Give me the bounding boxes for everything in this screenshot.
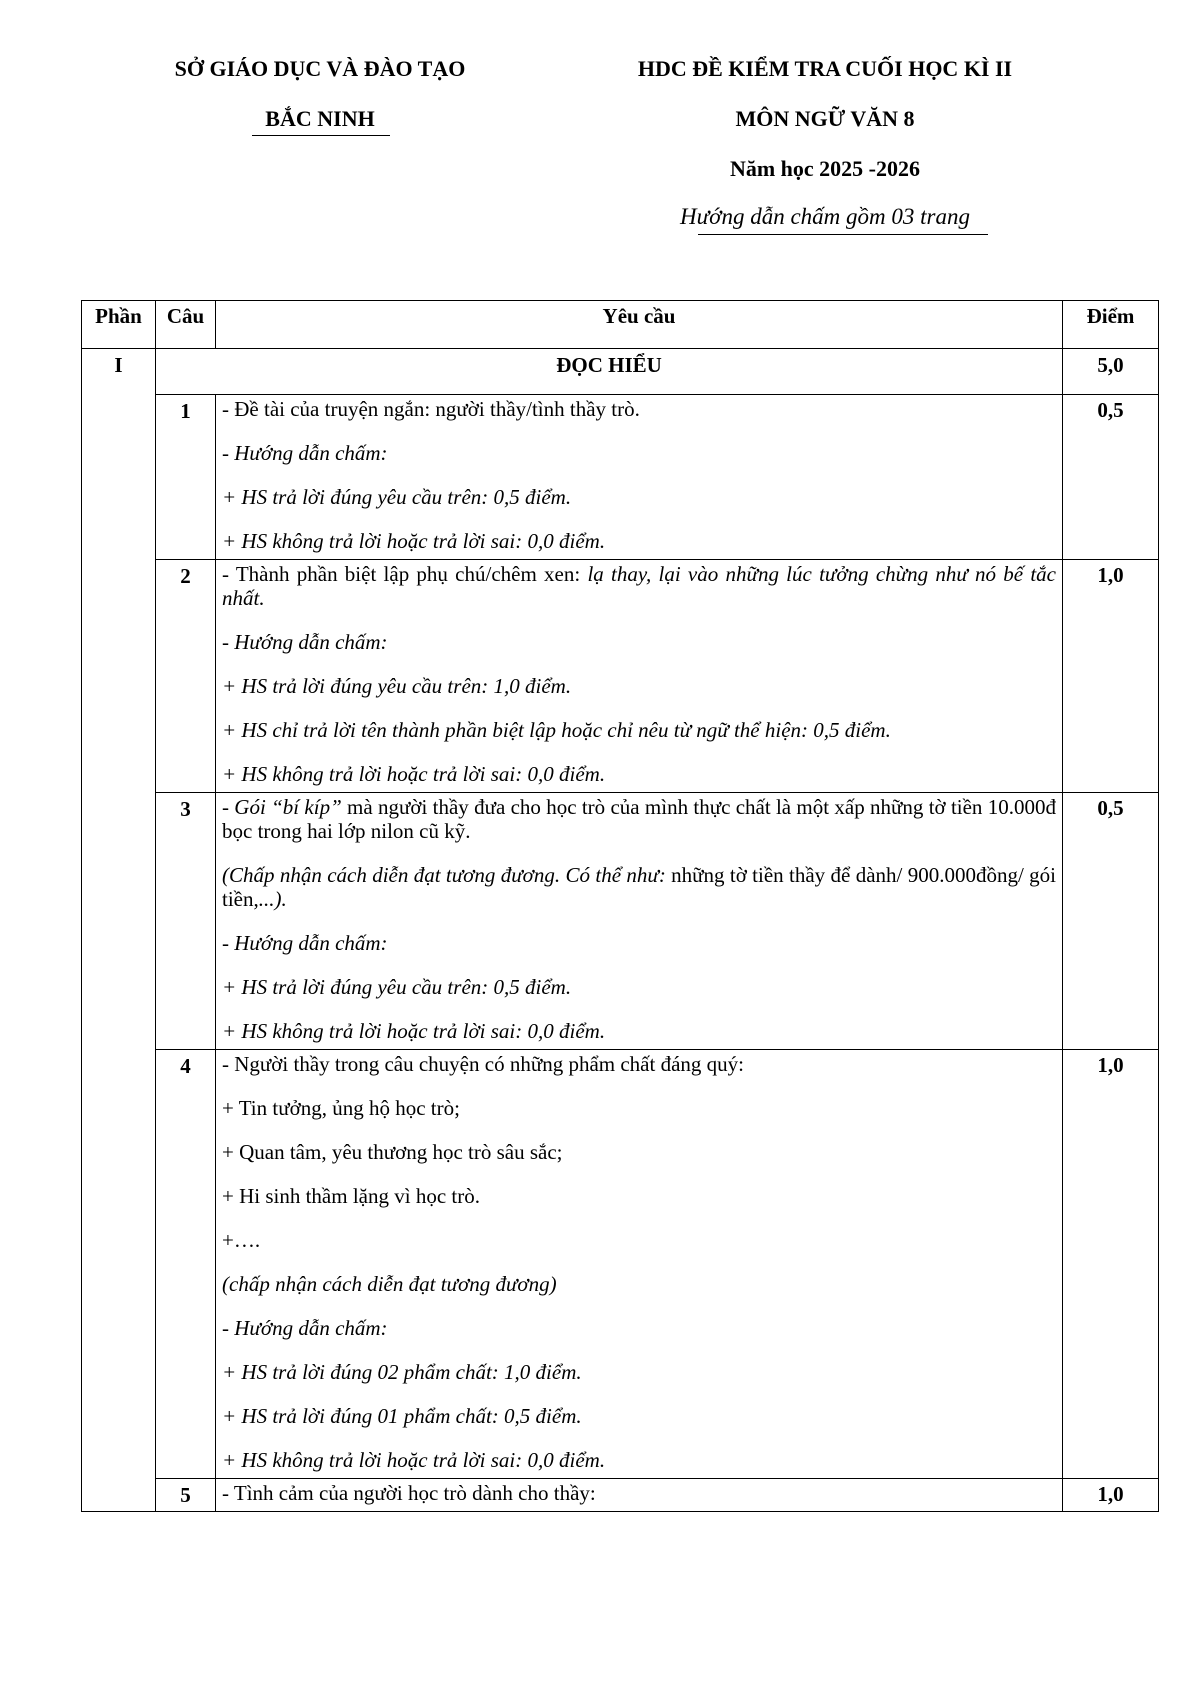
page-count-underline	[698, 234, 988, 235]
requirement-line	[222, 1052, 1056, 1096]
question-number: 5	[156, 1479, 216, 1512]
requirement-line	[222, 1316, 1056, 1360]
column-header-cau: Câu	[156, 301, 216, 349]
document-title: HDC ĐỀ KIỂM TRA CUỐI HỌC KÌ II	[637, 56, 1013, 81]
requirement-text: + HS trả lời đúng yêu cầu trên: 1,0 điểm.	[222, 674, 572, 698]
subject-name: MÔN NGỮ VĂN 8	[735, 106, 915, 131]
requirement-text: + Quan tâm, yêu thương học trò sâu sắc;	[222, 1140, 563, 1164]
requirement-text: + Hi sinh thầm lặng vì học trò.	[222, 1184, 480, 1208]
requirement-line	[222, 485, 1056, 529]
requirement-line	[222, 795, 1056, 863]
requirement-text: +….	[222, 1228, 261, 1252]
question-number: 3	[156, 793, 216, 1050]
requirement-text: + Tin tưởng, ủng hộ học trò;	[222, 1096, 460, 1120]
question-row	[82, 395, 1159, 560]
requirement-line	[222, 718, 1056, 762]
requirement-text: - Người thầy trong câu chuyện có những phẩm chất đáng quý:	[222, 1052, 744, 1076]
column-header-phan: Phần	[82, 301, 156, 349]
requirement-text: + HS chỉ trả lời tên thành phần biệt lập hoặc chỉ nêu từ ngữ thể hiện: 0,5 điểm.	[222, 718, 891, 742]
requirement-line	[222, 529, 1056, 559]
requirement-text: - Thành phần biệt lập phụ chú/chêm xen:	[222, 562, 588, 586]
phan-cell-empty	[82, 1479, 156, 1512]
requirement-text: + HS trả lời đúng yêu cầu trên: 0,5 điểm.	[222, 485, 572, 509]
requirement-text: lạ thay, lại vào những lúc tưởng chừng như nó bế tắc nhất.	[222, 562, 1056, 610]
section-phan: I	[82, 349, 156, 395]
requirement-text: ...).	[258, 887, 287, 911]
requirement-line	[222, 1360, 1056, 1404]
requirement-line	[222, 562, 1056, 630]
requirement-line	[222, 762, 1056, 792]
table-header-row	[82, 301, 1159, 349]
requirement-line	[222, 1448, 1056, 1478]
question-row	[82, 560, 1159, 793]
requirement-line	[222, 674, 1056, 718]
requirement-text: Gói “bí kíp”	[234, 795, 342, 819]
question-score: 1,0	[1063, 1050, 1159, 1479]
question-row	[82, 793, 1159, 1050]
section-score: 5,0	[1063, 349, 1159, 395]
question-score: 1,0	[1063, 560, 1159, 793]
requirement-line	[222, 1272, 1056, 1316]
requirement-text: (Chấp nhận cách diễn đạt tương đương. Có thể như:	[222, 863, 666, 887]
section-row	[82, 349, 1159, 395]
page-count-note: Hướng dẫn chấm gồm 03 trang	[680, 204, 970, 229]
school-year: Năm học 2025 -2026	[729, 156, 921, 181]
requirement-line	[222, 441, 1056, 485]
requirement-text: -	[222, 795, 235, 819]
requirement-line	[222, 630, 1056, 674]
requirement-text: + HS không trả lời hoặc trả lời sai: 0,0 điểm.	[222, 1019, 606, 1043]
requirement-text: + HS không trả lời hoặc trả lời sai: 0,0 điểm.	[222, 762, 606, 786]
requirement-text: + HS không trả lời hoặc trả lời sai: 0,0 điểm.	[222, 1448, 606, 1472]
requirement-line	[222, 975, 1056, 1019]
requirement-text: - Đề tài của truyện ngắn: người thầy/tình thầy trò.	[222, 397, 640, 421]
requirement-line	[222, 1096, 1056, 1140]
grading-table	[81, 300, 1159, 1512]
question-requirement	[216, 1050, 1063, 1479]
requirement-line	[222, 1140, 1056, 1184]
requirement-line	[222, 1228, 1056, 1272]
question-score: 0,5	[1063, 395, 1159, 560]
requirement-text: + HS trả lời đúng 01 phẩm chất: 0,5 điểm.	[222, 1404, 582, 1428]
question-row	[82, 1479, 1159, 1512]
requirement-text: những tờ tiền thầy để dành/ 900.000đồng/ gói tiền,	[222, 863, 1056, 911]
question-requirement	[216, 560, 1063, 793]
column-header-yeu-cau: Yêu cầu	[216, 301, 1063, 349]
question-score: 0,5	[1063, 793, 1159, 1050]
phan-cell-empty	[82, 395, 156, 560]
phan-cell-empty	[82, 1050, 156, 1479]
requirement-text: + HS trả lời đúng yêu cầu trên: 0,5 điểm.	[222, 975, 572, 999]
column-header-diem: Điểm	[1063, 301, 1159, 349]
requirement-text: mà người thầy đưa cho học trò của mình thực chất là một xấp những tờ tiền 10.000đ bọc trong hai lớp nilon cũ kỹ.	[222, 795, 1056, 843]
question-requirement	[216, 1479, 1063, 1512]
question-number: 2	[156, 560, 216, 793]
question-requirement	[216, 395, 1063, 560]
requirement-line	[222, 863, 1056, 931]
province-underline	[252, 135, 390, 136]
requirement-line	[222, 1404, 1056, 1448]
requirement-line	[222, 931, 1056, 975]
question-number: 1	[156, 395, 216, 560]
requirement-line	[222, 397, 1056, 441]
requirement-text: - Hướng dẫn chấm:	[222, 630, 388, 654]
question-score: 1,0	[1063, 1479, 1159, 1512]
requirement-text: - Hướng dẫn chấm:	[222, 441, 388, 465]
document-header	[0, 0, 1190, 290]
question-requirement	[216, 793, 1063, 1050]
requirement-text: + HS không trả lời hoặc trả lời sai: 0,0 điểm.	[222, 529, 606, 553]
requirement-text: (chấp nhận cách diễn đạt tương đương)	[222, 1272, 557, 1296]
phan-cell-empty	[82, 560, 156, 793]
requirement-line	[222, 1184, 1056, 1228]
phan-cell-empty	[82, 793, 156, 1050]
requirement-text: + HS trả lời đúng 02 phẩm chất: 1,0 điểm.	[222, 1360, 582, 1384]
requirement-line	[222, 1019, 1056, 1049]
requirement-text: - Tình cảm của người học trò dành cho thầy:	[222, 1481, 596, 1505]
section-title: ĐỌC HIỂU	[156, 349, 1063, 395]
question-row	[82, 1050, 1159, 1479]
province-name: BẮC NINH	[265, 106, 375, 131]
requirement-line	[222, 1481, 1056, 1511]
question-number: 4	[156, 1050, 216, 1479]
requirement-text: - Hướng dẫn chấm:	[222, 931, 388, 955]
requirement-text: - Hướng dẫn chấm:	[222, 1316, 388, 1340]
department-name: SỞ GIÁO DỤC VÀ ĐÀO TẠO	[174, 56, 466, 81]
